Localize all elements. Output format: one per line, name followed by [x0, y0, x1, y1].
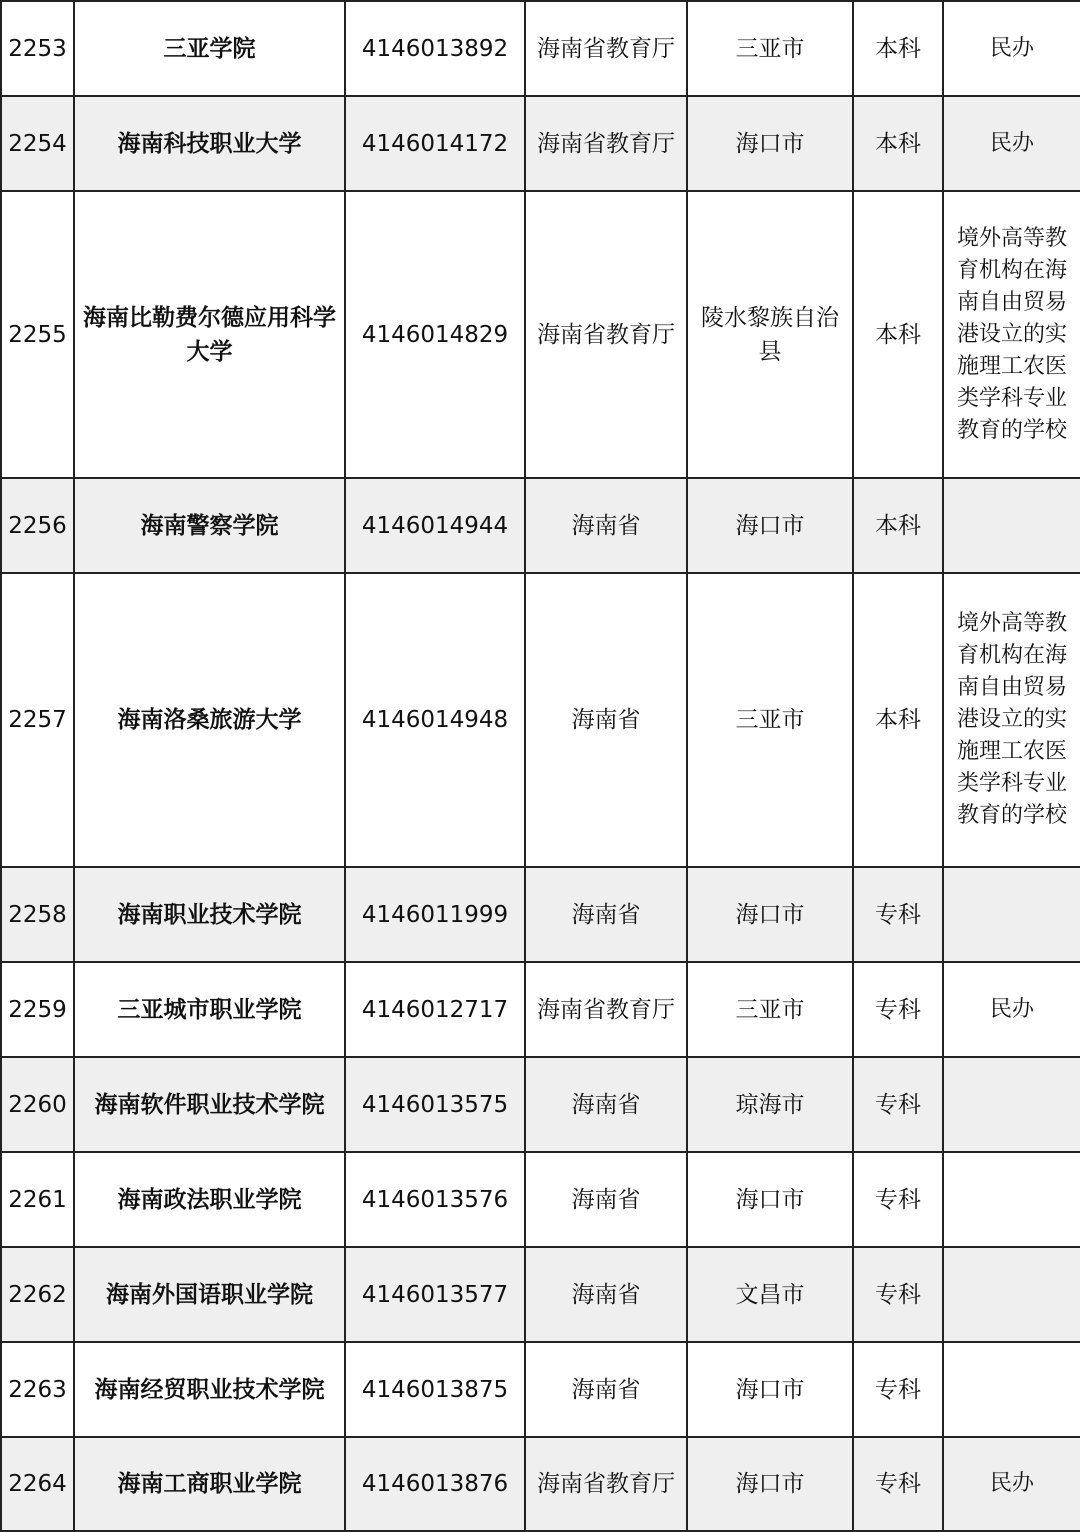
note: 民办	[943, 1, 1080, 96]
level: 本科	[853, 573, 943, 867]
location: 海口市	[687, 1437, 853, 1531]
level: 专科	[853, 1152, 943, 1247]
school-name: 海南经贸职业技术学院	[74, 1342, 345, 1437]
location: 文昌市	[687, 1247, 853, 1342]
note	[943, 1152, 1080, 1247]
school-name: 海南职业技术学院	[74, 867, 345, 962]
school-name: 海南软件职业技术学院	[74, 1057, 345, 1152]
authority: 海南省	[525, 1247, 687, 1342]
table-row	[1, 1247, 1080, 1342]
row-number: 2260	[1, 1057, 74, 1152]
location: 海口市	[687, 96, 853, 191]
school-code: 4146014948	[345, 573, 525, 867]
table-row	[1, 867, 1080, 962]
authority: 海南省教育厅	[525, 1437, 687, 1531]
location: 海口市	[687, 867, 853, 962]
note: 民办	[943, 962, 1080, 1057]
school-code: 4146014944	[345, 478, 525, 573]
school-code: 4146011999	[345, 867, 525, 962]
level: 专科	[853, 1057, 943, 1152]
authority: 海南省教育厅	[525, 96, 687, 191]
row-number: 2263	[1, 1342, 74, 1437]
row-number: 2257	[1, 573, 74, 867]
table-row	[1, 96, 1080, 191]
authority: 海南省	[525, 478, 687, 573]
level: 专科	[853, 962, 943, 1057]
table-row	[1, 1342, 1080, 1437]
school-name: 海南科技职业大学	[74, 96, 345, 191]
note: 境外高等教育机构在海南自由贸易港设立的实施理工农医类学科专业教育的学校	[943, 191, 1080, 478]
school-code: 4146014829	[345, 191, 525, 478]
school-code: 4146014172	[345, 96, 525, 191]
note	[943, 478, 1080, 573]
school-code: 4146013576	[345, 1152, 525, 1247]
authority: 海南省	[525, 1152, 687, 1247]
note	[943, 867, 1080, 962]
school-name: 三亚学院	[74, 1, 345, 96]
table-row	[1, 191, 1080, 478]
table-row	[1, 478, 1080, 573]
row-number: 2262	[1, 1247, 74, 1342]
location: 海口市	[687, 1152, 853, 1247]
school-name: 海南工商职业学院	[74, 1437, 345, 1531]
school-code: 4146012717	[345, 962, 525, 1057]
authority: 海南省教育厅	[525, 962, 687, 1057]
location: 海口市	[687, 1342, 853, 1437]
table-row	[1, 1057, 1080, 1152]
school-name: 海南外国语职业学院	[74, 1247, 345, 1342]
row-number: 2256	[1, 478, 74, 573]
table-row	[1, 1, 1080, 96]
row-number: 2254	[1, 96, 74, 191]
note	[943, 1057, 1080, 1152]
school-code: 4146013876	[345, 1437, 525, 1531]
table-row	[1, 1152, 1080, 1247]
note	[943, 1342, 1080, 1437]
location: 三亚市	[687, 573, 853, 867]
school-code: 4146013575	[345, 1057, 525, 1152]
row-number: 2253	[1, 1, 74, 96]
level: 本科	[853, 478, 943, 573]
school-name: 海南洛桑旅游大学	[74, 573, 345, 867]
authority: 海南省	[525, 1342, 687, 1437]
row-number: 2258	[1, 867, 74, 962]
note: 民办	[943, 96, 1080, 191]
note	[943, 1247, 1080, 1342]
school-name: 海南政法职业学院	[74, 1152, 345, 1247]
location: 三亚市	[687, 1, 853, 96]
school-code: 4146013875	[345, 1342, 525, 1437]
authority: 海南省教育厅	[525, 1, 687, 96]
school-name: 海南警察学院	[74, 478, 345, 573]
level: 专科	[853, 867, 943, 962]
authority: 海南省	[525, 867, 687, 962]
note: 民办	[943, 1437, 1080, 1531]
level: 专科	[853, 1437, 943, 1531]
row-number: 2255	[1, 191, 74, 478]
table-row	[1, 962, 1080, 1057]
level: 本科	[853, 96, 943, 191]
authority: 海南省	[525, 1057, 687, 1152]
school-code: 4146013892	[345, 1, 525, 96]
table-row	[1, 1437, 1080, 1531]
level: 本科	[853, 191, 943, 478]
location: 陵水黎族自治县	[687, 191, 853, 478]
school-name: 三亚城市职业学院	[74, 962, 345, 1057]
row-number: 2261	[1, 1152, 74, 1247]
level: 专科	[853, 1342, 943, 1437]
school-code: 4146013577	[345, 1247, 525, 1342]
location: 琼海市	[687, 1057, 853, 1152]
level: 专科	[853, 1247, 943, 1342]
row-number: 2264	[1, 1437, 74, 1531]
location: 海口市	[687, 478, 853, 573]
row-number: 2259	[1, 962, 74, 1057]
location: 三亚市	[687, 962, 853, 1057]
authority: 海南省	[525, 573, 687, 867]
authority: 海南省教育厅	[525, 191, 687, 478]
school-name: 海南比勒费尔德应用科学大学	[74, 191, 345, 478]
table-row	[1, 573, 1080, 867]
level: 本科	[853, 1, 943, 96]
note: 境外高等教育机构在海南自由贸易港设立的实施理工农医类学科专业教育的学校	[943, 573, 1080, 867]
